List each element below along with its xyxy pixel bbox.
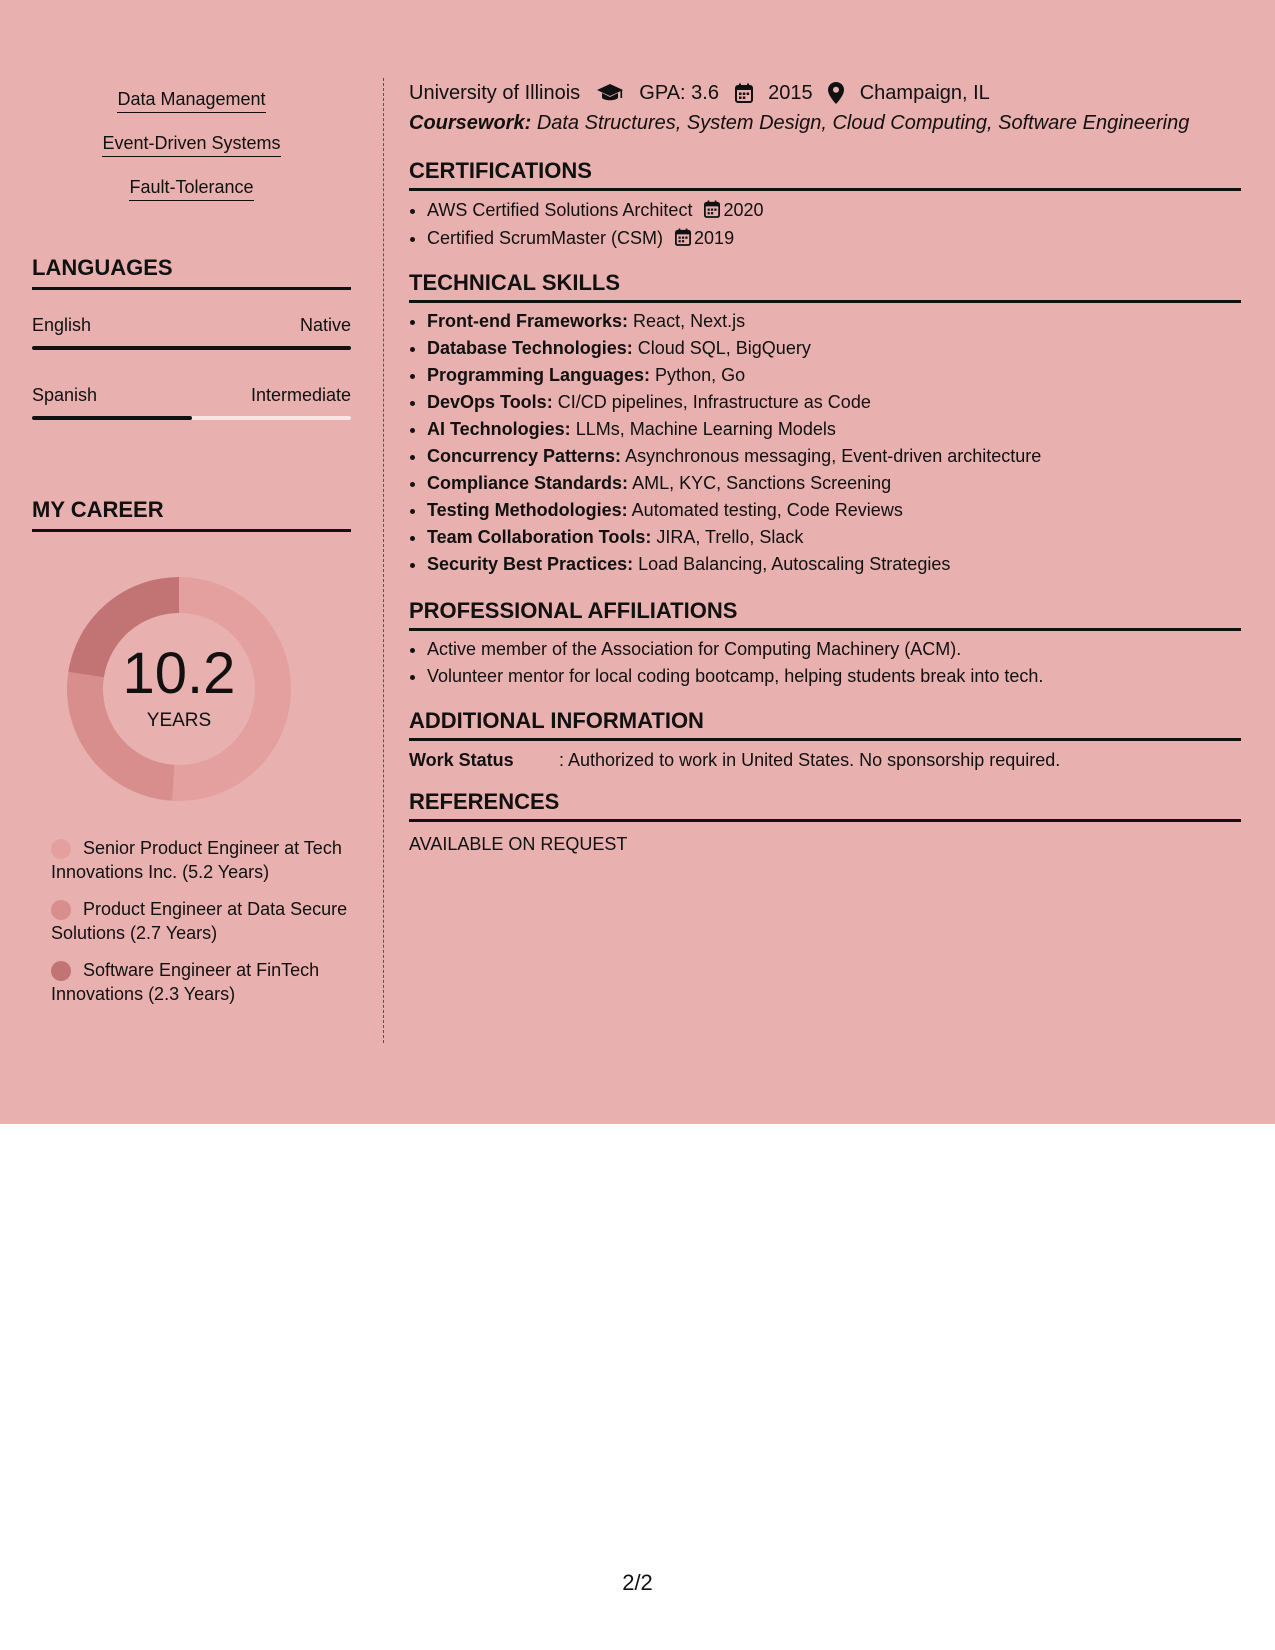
- affiliations-heading: PROFESSIONAL AFFILIATIONS: [409, 598, 1241, 631]
- skill-tag: Event-Driven Systems: [102, 132, 280, 157]
- skill-item: [427, 416, 1259, 443]
- skill-value: Load Balancing, Autoscaling Strategies: [638, 554, 951, 574]
- skill-item: [427, 335, 1259, 362]
- skill-label: Front-end Frameworks:: [427, 311, 629, 331]
- work-status-row: [409, 748, 1060, 772]
- graduation-cap-icon: [596, 81, 624, 105]
- legend-label: Software Engineer at FinTech Innovations (2.3 Years): [51, 960, 320, 1004]
- references-text: AVAILABLE ON REQUEST: [409, 834, 628, 854]
- skill-item: [427, 497, 1259, 524]
- school-name: University of Illinois: [409, 81, 581, 104]
- skill-value: CI/CD pipelines, Infrastructure as Code: [557, 392, 871, 412]
- legend-dot: [51, 961, 71, 981]
- references-heading: REFERENCES: [409, 789, 1241, 822]
- certification-name: AWS Certified Solutions Architect: [427, 200, 693, 220]
- language-level: Native: [299, 315, 351, 335]
- skill-value: Python, Go: [655, 365, 746, 385]
- language-bar-fill: [32, 346, 351, 350]
- certification-item: [427, 196, 1259, 224]
- career-donut-chart: [64, 574, 294, 804]
- skill-item: [427, 389, 1259, 416]
- education-location: Champaign, IL: [859, 81, 990, 104]
- skill-label: Testing Methodologies:: [427, 500, 628, 520]
- skill-label: Programming Languages:: [427, 365, 651, 385]
- calendar-icon: [704, 200, 720, 218]
- career-total-years: 10.2: [122, 641, 236, 706]
- work-status-value: : Authorized to work in United States. No sponsorship required.: [559, 750, 1061, 770]
- language-bar-fill: [32, 416, 192, 420]
- legend-label: Product Engineer at Data Secure Solutions (2.7 Years): [51, 899, 348, 943]
- technical-skills-heading: TECHNICAL SKILLS: [409, 270, 1241, 303]
- certifications-heading: CERTIFICATIONS: [409, 158, 1241, 191]
- affiliation-item: • Active member of the Association for Computing Machinery (ACM).: [427, 636, 1259, 663]
- career-legend-item: [51, 958, 351, 1006]
- donut-center: [64, 574, 294, 804]
- skill-tags: [32, 88, 351, 220]
- skill-value: React, Next.js: [633, 311, 746, 331]
- skill-label: DevOps Tools:: [427, 392, 553, 412]
- skill-value: Asynchronous messaging, Event-driven architecture: [625, 446, 1042, 466]
- skill-label: Team Collaboration Tools:: [427, 527, 652, 547]
- calendar-icon: [675, 228, 691, 246]
- coursework-label: Coursework:: [409, 112, 532, 134]
- page-number: 2/2: [622, 1570, 653, 1595]
- skill-tag: Data Management: [117, 88, 265, 113]
- career-total-unit: YEARS: [146, 710, 212, 731]
- technical-skills-list: [409, 308, 1259, 578]
- additional-info-heading: ADDITIONAL INFORMATION: [409, 708, 1241, 741]
- skill-value: Cloud SQL, BigQuery: [637, 338, 811, 358]
- skill-tag: Fault-Tolerance: [129, 176, 253, 201]
- affiliation-item: • Volunteer mentor for local coding bootcamp, helping students break into tech.: [427, 663, 1259, 690]
- skill-label: Concurrency Patterns:: [427, 446, 622, 466]
- languages-heading: LANGUAGES: [32, 255, 351, 290]
- skill-item: [427, 308, 1259, 335]
- legend-dot: [51, 900, 71, 920]
- skill-value: AML, KYC, Sanctions Screening: [632, 473, 892, 493]
- language-level: Intermediate: [250, 385, 351, 405]
- education-line: [409, 80, 1000, 105]
- skill-item: [427, 551, 1259, 578]
- column-divider: [383, 78, 384, 1043]
- location-pin-icon: [828, 81, 844, 105]
- gpa: GPA: 3.6: [639, 81, 719, 104]
- skill-label: Compliance Standards:: [427, 473, 629, 493]
- affiliations-list: [409, 636, 1259, 690]
- certifications-list: [409, 196, 1259, 252]
- skill-label: AI Technologies:: [427, 419, 571, 439]
- skill-value: JIRA, Trello, Slack: [656, 527, 804, 547]
- skill-label: Database Technologies:: [427, 338, 633, 358]
- legend-label: Senior Product Engineer at Tech Innovations Inc. (5.2 Years): [51, 838, 342, 882]
- language-name: English: [32, 315, 92, 335]
- skill-value: LLMs, Machine Learning Models: [575, 419, 836, 439]
- language-bar: [32, 346, 351, 350]
- language-bar: [32, 416, 351, 420]
- career-legend-item: [51, 897, 351, 945]
- legend-dot: [51, 839, 71, 859]
- language-name: Spanish: [32, 385, 98, 405]
- skill-label: Security Best Practices:: [427, 554, 634, 574]
- graduation-year: 2015: [768, 81, 813, 104]
- language-row: [32, 384, 351, 424]
- certification-year: 2019: [694, 228, 735, 248]
- calendar-icon: [735, 81, 753, 105]
- skill-item: [427, 524, 1259, 551]
- work-status-label: Work Status: [409, 750, 514, 770]
- career-legend-item: [51, 836, 351, 884]
- certification-item: [427, 224, 1259, 252]
- coursework-line: [409, 111, 1189, 135]
- certification-year: 2020: [723, 200, 764, 220]
- certification-name: Certified ScrumMaster (CSM): [427, 228, 664, 248]
- career-heading: MY CAREER: [32, 497, 351, 532]
- skill-value: Automated testing, Code Reviews: [631, 500, 903, 520]
- language-row: [32, 314, 351, 354]
- skill-item: [427, 362, 1259, 389]
- skill-item: [427, 443, 1259, 470]
- skill-item: [427, 470, 1259, 497]
- career-legend: [51, 836, 351, 1019]
- coursework-list: Data Structures, System Design, Cloud Computing, Software Engineering: [536, 112, 1190, 134]
